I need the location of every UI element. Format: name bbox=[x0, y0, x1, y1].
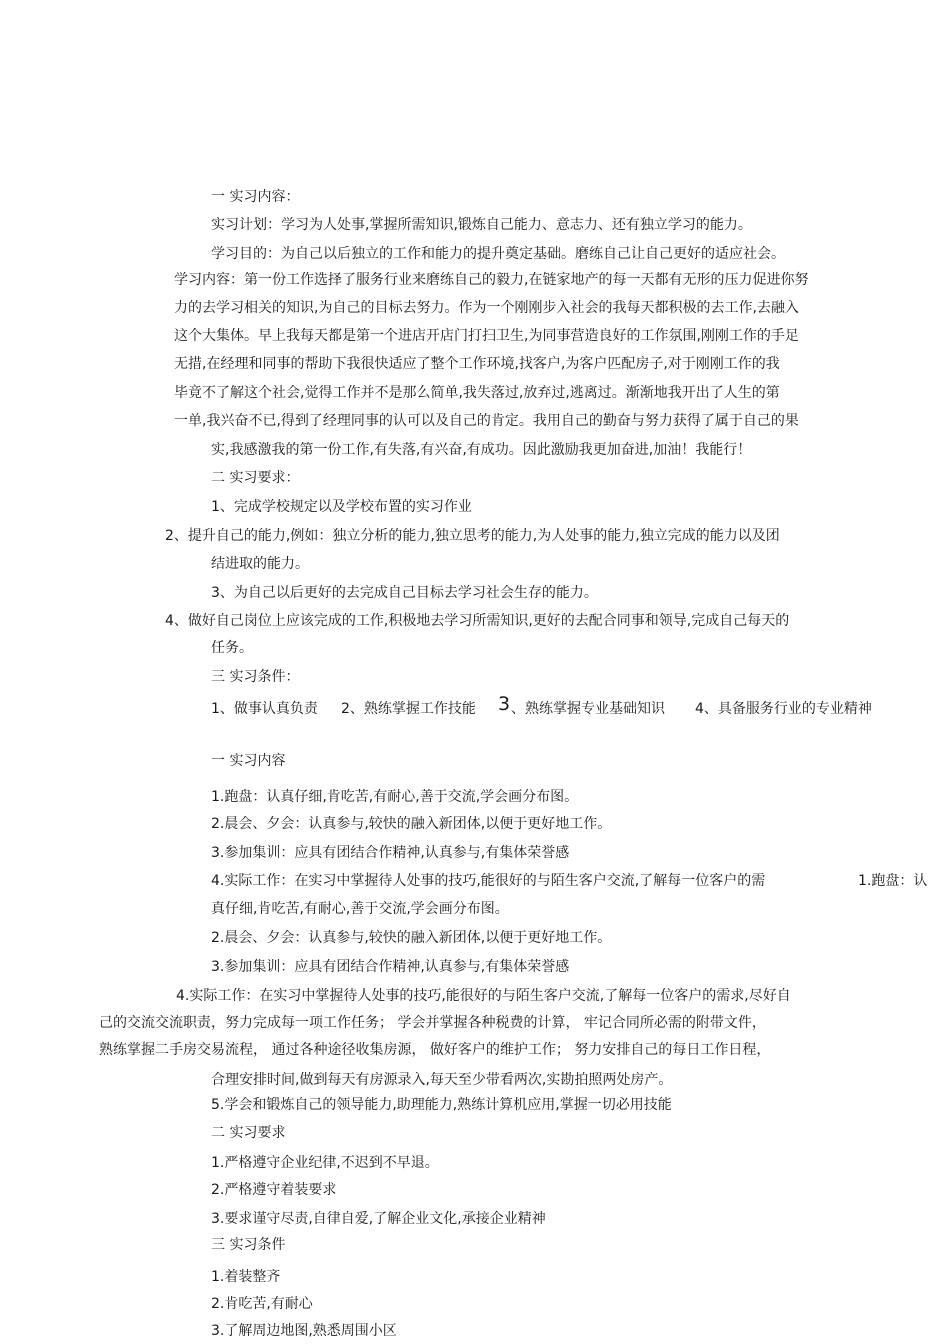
part2-line: 2.晨会、夕会：认真参与,较快的融入新团体,以便于更好地工作。 bbox=[211, 816, 612, 832]
section2-heading: 二 实习要求： bbox=[211, 470, 300, 486]
section1-heading: 一 实习内容： bbox=[211, 189, 300, 205]
content-line: 无措,在经理和同事的帮助下我很快适应了整个工作环境,找客户,为客户匹配房子,对于刚刚工作的我 bbox=[174, 356, 780, 372]
part2-line: 4.实际工作：在实习中掌握待人处事的技巧,能很好的与陌生客户交流,了解每一位客户的需求,尽好自 bbox=[176, 988, 791, 1004]
part2-line: 3.参加集训：应具有团结合作精神,认真参与,有集体荣誉感 bbox=[211, 845, 570, 861]
part2-side-fragment: 1.跑盘：认 bbox=[858, 873, 928, 889]
requirement-item-cont: 任务。 bbox=[211, 640, 253, 656]
content-line: 一单,我兴奋不已,得到了经理同事的认可以及自己的肯定。我用自己的勤奋与努力获得了属于自己的果 bbox=[174, 413, 799, 429]
part2-line: 熟练掌握二手房交易流程， 通过各种途径收集房源， 做好客户的维护工作； 努力安排自己的每日工作日程， bbox=[99, 1042, 771, 1058]
section3-heading: 三 实习条件： bbox=[211, 669, 300, 685]
purpose-line: 学习目的：为自己以后独立的工作和能力的提升奠定基础。磨练自己让自己更好的适应社会。 bbox=[211, 246, 785, 262]
requirement-item: 2、提升自己的能力,例如：独立分析的能力,独立思考的能力,为人处事的能力,独立完成的能力以及团 bbox=[165, 528, 780, 544]
part2-heading-requirements: 二 实习要求 bbox=[211, 1125, 286, 1141]
condition-item: 、熟练掌握专业基础知识 bbox=[511, 701, 665, 717]
requirement-line: 1.严格遵守企业纪律,不迟到不早退。 bbox=[211, 1155, 439, 1171]
condition-item-number bbox=[498, 695, 510, 715]
requirement-item: 3、为自己以后更好的去完成自己目标去学习社会生存的能力。 bbox=[211, 585, 598, 601]
condition-number: 3 bbox=[498, 693, 511, 715]
part2-line: 3.参加集训：应具有团结合作精神,认真参与,有集体荣誉感 bbox=[211, 959, 570, 975]
requirement-line: 2.严格遵守着装要求 bbox=[211, 1182, 337, 1198]
part2-line: 己的交流交流职责，努力完成每一项工作任务； 学会并掌握各种税费的计算， 牢记合同所必需的附带文件， bbox=[99, 1015, 766, 1031]
requirement-line: 3.要求谨守尽责,自律自爱,了解企业文化,承接企业精神 bbox=[211, 1211, 546, 1227]
content-line: 学习内容：第一份工作选择了服务行业来磨练自己的毅力,在链家地产的每一天都有无形的压力促进你努 bbox=[174, 272, 809, 288]
requirement-item-cont: 结进取的能力。 bbox=[211, 556, 309, 572]
part2-line: 2.晨会、夕会：认真参与,较快的融入新团体,以便于更好地工作。 bbox=[211, 930, 612, 946]
condition-line: 3.了解周边地图,熟悉周围小区 bbox=[211, 1323, 397, 1339]
part2-line: 合理安排时间,做到每天有房源录入,每天至少带看两次,实勘拍照两处房产。 bbox=[211, 1072, 673, 1088]
content-line: 毕竟不了解这个社会,觉得工作并不是那么简单,我失落过,放弃过,逃离过。渐渐地我开出了人生的第 bbox=[174, 385, 780, 401]
condition-line: 2.肯吃苦,有耐心 bbox=[211, 1296, 313, 1312]
content-line: 实,我感激我的第一份工作,有失落,有兴奋,有成功。因此激励我更加奋进,加油！我能行！ bbox=[211, 442, 752, 458]
part2-line: 真仔细,肯吃苦,有耐心,善于交流,学会画分布图。 bbox=[211, 901, 509, 917]
requirement-item: 4、做好自己岗位上应该完成的工作,积极地去学习所需知识,更好的去配合同事和领导,完成自己每天的 bbox=[165, 613, 790, 629]
requirement-item: 1、完成学校规定以及学校布置的实习作业 bbox=[211, 499, 472, 515]
condition-item: 1、做事认真负责 bbox=[211, 701, 318, 717]
part2-line: 5.学会和锻炼自己的领导能力,助理能力,熟练计算机应用,掌握一切必用技能 bbox=[211, 1097, 672, 1113]
condition-line: 1.着装整齐 bbox=[211, 1269, 281, 1285]
condition-item: 4、具备服务行业的专业精神 bbox=[695, 701, 872, 717]
part2-heading-content: 一 实习内容 bbox=[211, 753, 286, 769]
part2-heading-conditions: 三 实习条件 bbox=[211, 1237, 286, 1253]
content-line: 力的去学习相关的知识,为自己的目标去努力。作为一个刚刚步入社会的我每天都积极的去工作,去融入 bbox=[174, 300, 799, 316]
part2-line: 1.跑盘：认真仔细,肯吃苦,有耐心,善于交流,学会画分布图。 bbox=[211, 789, 579, 805]
content-line: 这个大集体。早上我每天都是第一个进店开店门打扫卫生,为同事营造良好的工作氛围,刚刚工作的手足 bbox=[174, 328, 799, 344]
part2-line: 4.实际工作：在实习中掌握待人处事的技巧,能很好的与陌生客户交流,了解每一位客户的需 bbox=[211, 873, 766, 889]
plan-line: 实习计划：学习为人处事,掌握所需知识,锻炼自己能力、意志力、还有独立学习的能力。 bbox=[211, 217, 752, 233]
condition-item: 2、熟练掌握工作技能 bbox=[341, 701, 476, 717]
